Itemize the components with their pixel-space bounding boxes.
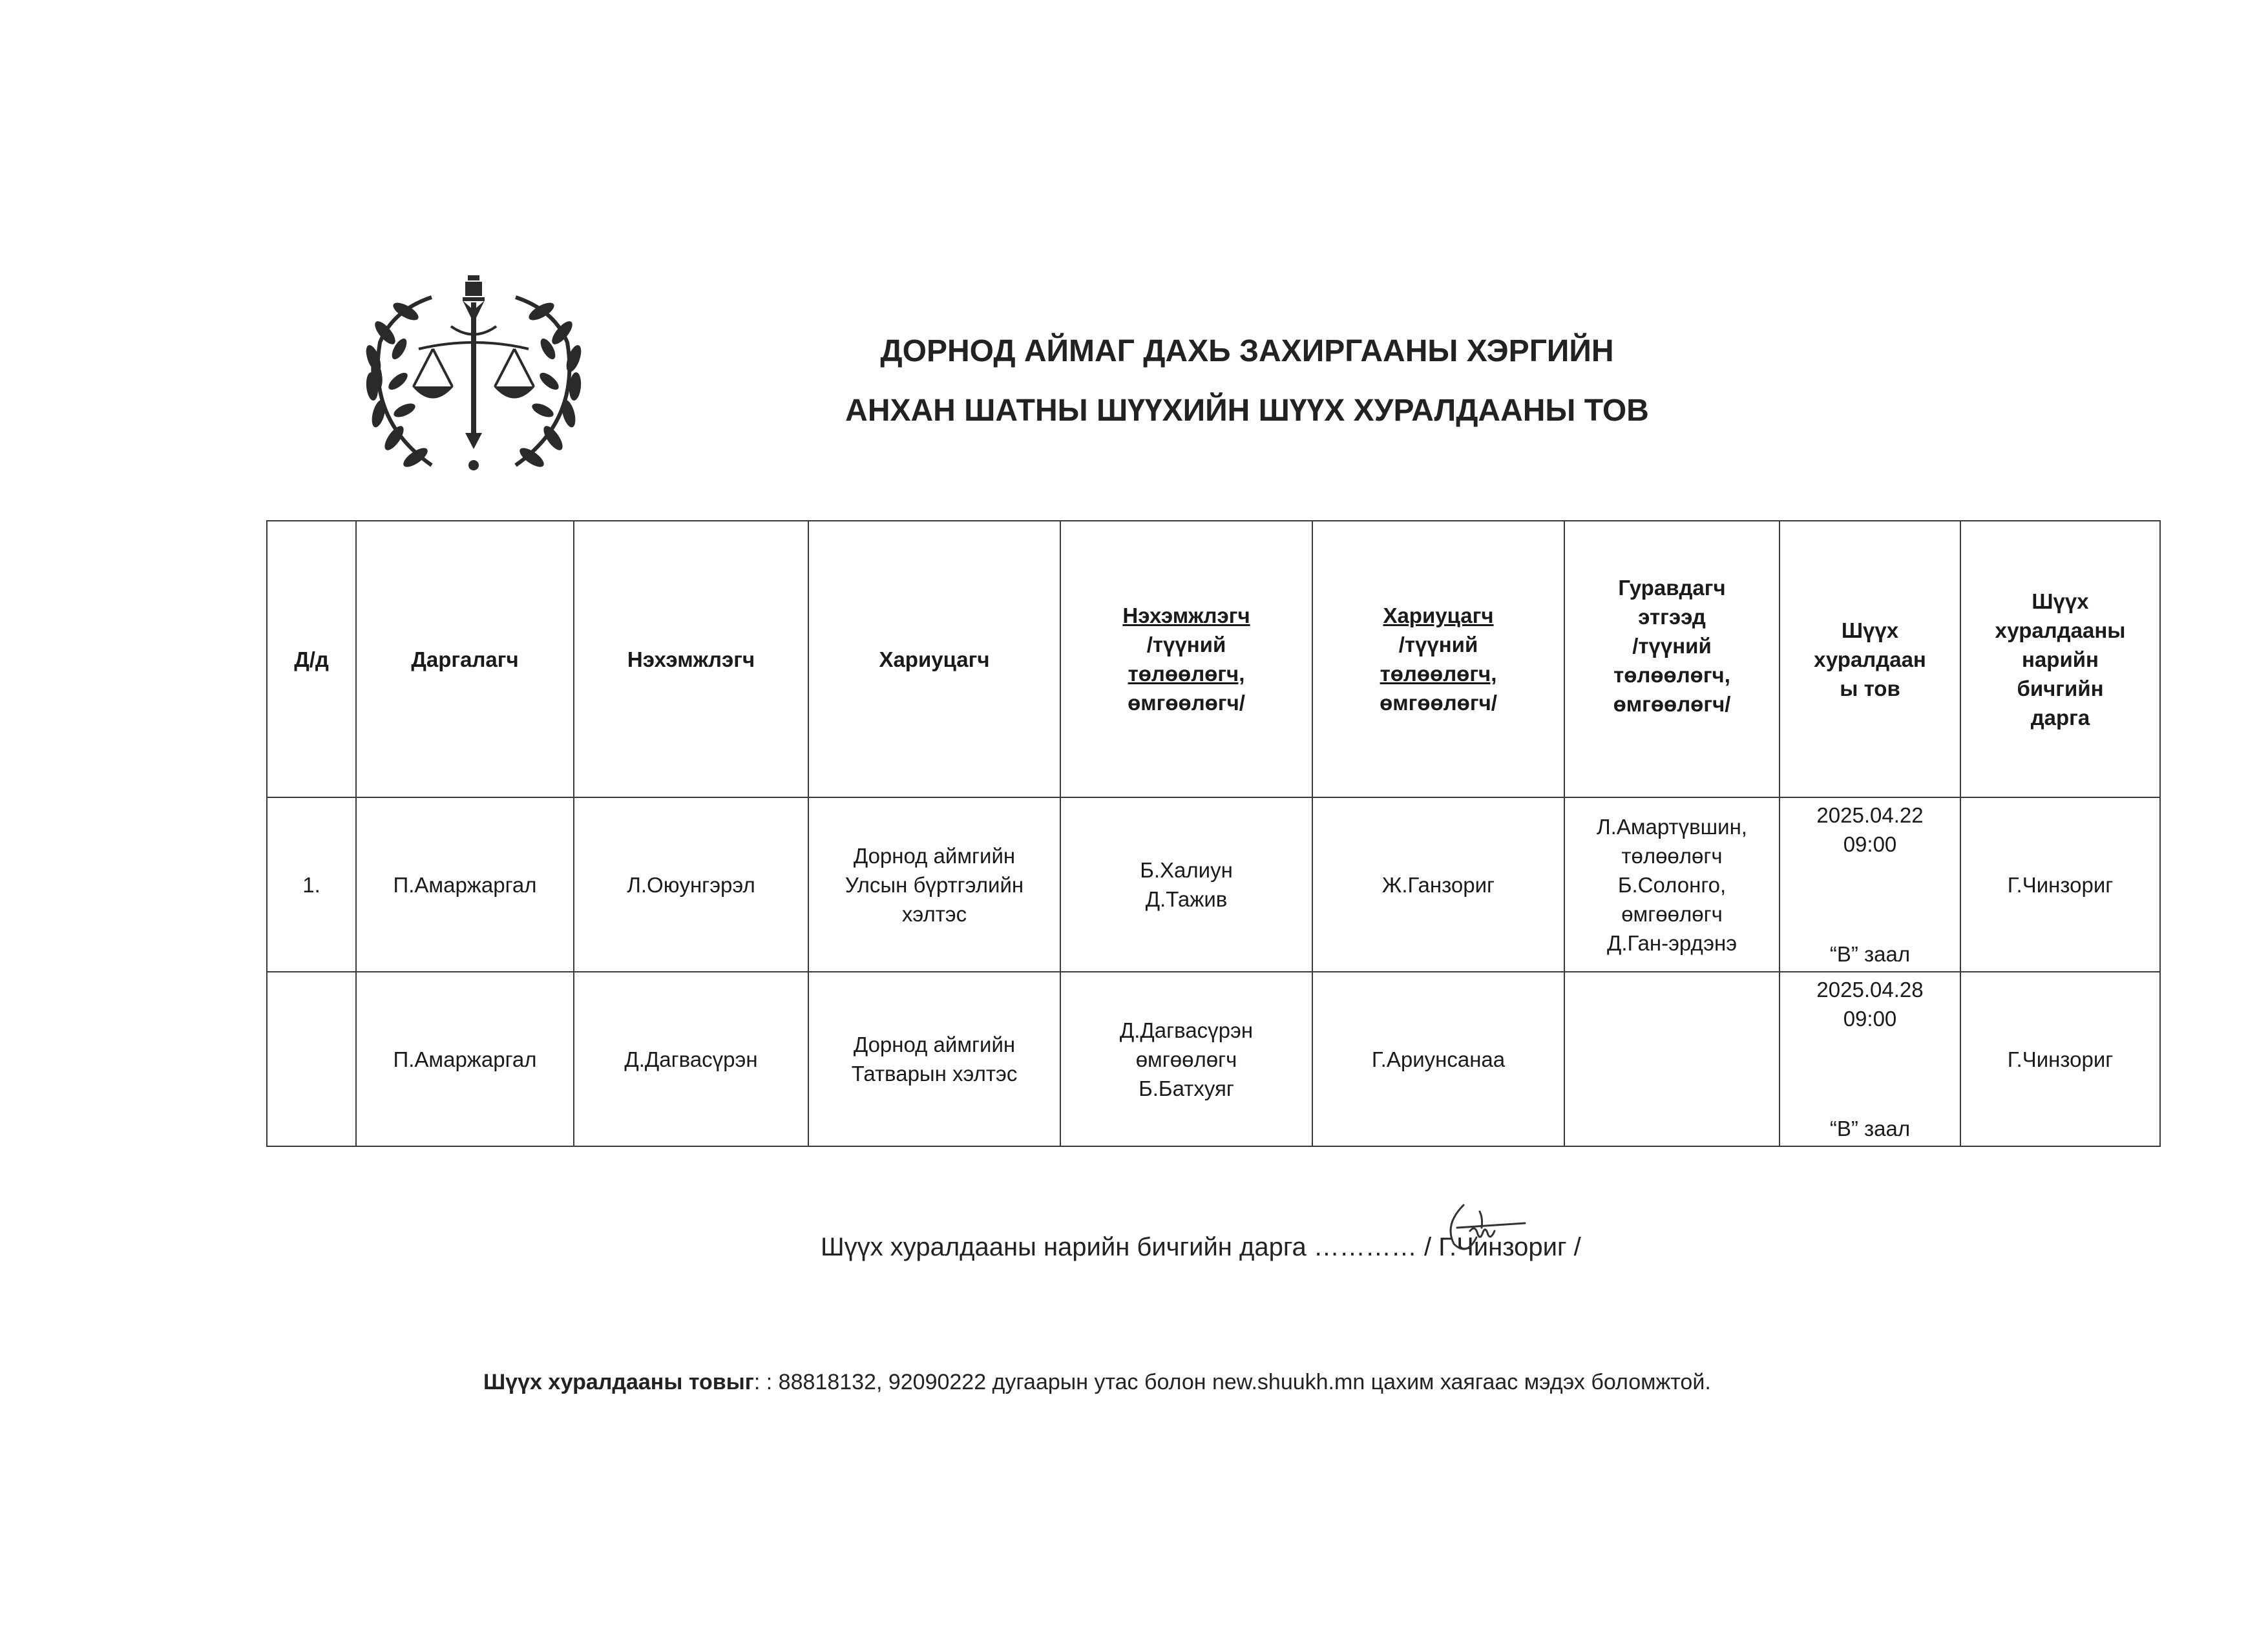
schedule-date: 2025.04.22 [1816, 803, 1924, 827]
cell-plaintiff-rep: Д.Дагвасүрэн өмгөөлөгч Б.Батхуяг [1060, 972, 1312, 1146]
court-emblem-icon [354, 271, 593, 478]
header-num: Д/д [267, 521, 356, 797]
header-plaintiff: Нэхэмжлэгч [574, 521, 808, 797]
signature-dots: ………… [1313, 1233, 1417, 1261]
signature-icon [1418, 1199, 1531, 1260]
header-third-party: Гуравдагч этгээд /түүний төлөөлөгч, өмгөөлөгч/ [1564, 521, 1780, 797]
header-presiding: Даргалагч [356, 521, 574, 797]
schedule-time: 09:00 [1843, 1007, 1897, 1031]
cell-plaintiff-rep: Б.Халиун Д.Тажив [1060, 797, 1312, 972]
cell-third-party: Л.Амартүвшин, төлөөлөгч Б.Солонго, өмгөөлөгч Д.Ган-эрдэнэ [1564, 797, 1780, 972]
title-line-1: ДОРНОД АЙМАГ ДАХЬ ЗАХИРГААНЫ ХЭРГИЙН [880, 334, 1614, 368]
header-secretary: Шүүх хуралдааны нарийн бичгийн дарга [1960, 521, 2160, 797]
cell-num [267, 972, 356, 1146]
cell-schedule [1780, 972, 1960, 1146]
header-defendant: Хариуцагч [808, 521, 1060, 797]
cell-plaintiff: Д.Дагвасүрэн [574, 972, 808, 1146]
signature-name: / Г.Чинзориг / [1424, 1233, 1581, 1261]
schedule-time: 09:00 [1843, 832, 1897, 856]
table-row [267, 972, 2160, 1146]
cell-defendant-rep: Г.Ариунсанаа [1312, 972, 1564, 1146]
footer-bold-label: Шүүх хуралдааны товыг [483, 1370, 754, 1394]
cell-plaintiff: Л.Оюунгэрэл [574, 797, 808, 972]
cell-defendant: Дорнод аймгийн Татварын хэлтэс [808, 972, 1060, 1146]
cell-presiding: П.Амаржаргал [356, 972, 574, 1146]
cell-defendant-rep: Ж.Ганзориг [1312, 797, 1564, 972]
cell-defendant: Дорнод аймгийн Улсын бүртгэлийн хэлтэс [808, 797, 1060, 972]
table-row [267, 797, 2160, 972]
cell-secretary: Г.Чинзориг [1960, 972, 2160, 1146]
footer-note [483, 1370, 1711, 1395]
title-line-2: АНХАН ШАТНЫ ШҮҮХИЙН ШҮҮХ ХУРАЛДААНЫ ТОВ [845, 394, 1649, 428]
header-defendant-rep: Хариуцагч /түүний төлөөлөгч, өмгөөлөгч/ [1312, 521, 1564, 797]
document-title [646, 322, 1848, 441]
header-schedule: Шүүх хуралдаан ы тов [1780, 521, 1960, 797]
schedule-hall: “В” заал [1829, 942, 1911, 966]
cell-num: 1. [267, 797, 356, 972]
cell-schedule [1780, 797, 1960, 972]
schedule-hall: “В” заал [1829, 1117, 1911, 1140]
footer-text: : : 88818132, 92090222 дугаарын утас болон new.shuukh.mn цахим хаягаас мэдэх боломжтой. [753, 1370, 1711, 1394]
cell-secretary: Г.Чинзориг [1960, 797, 2160, 972]
cell-presiding: П.Амаржаргал [356, 797, 574, 972]
signature-label: Шүүх хуралдааны нарийн бичгийн дарга [821, 1233, 1307, 1261]
table-header-row [267, 521, 2160, 797]
cell-third-party [1564, 972, 1780, 1146]
schedule-table [266, 520, 2161, 1147]
schedule-date: 2025.04.28 [1816, 978, 1924, 1002]
header-plaintiff-rep: Нэхэмжлэгч /түүний төлөөлөгч, өмгөөлөгч/ [1060, 521, 1312, 797]
